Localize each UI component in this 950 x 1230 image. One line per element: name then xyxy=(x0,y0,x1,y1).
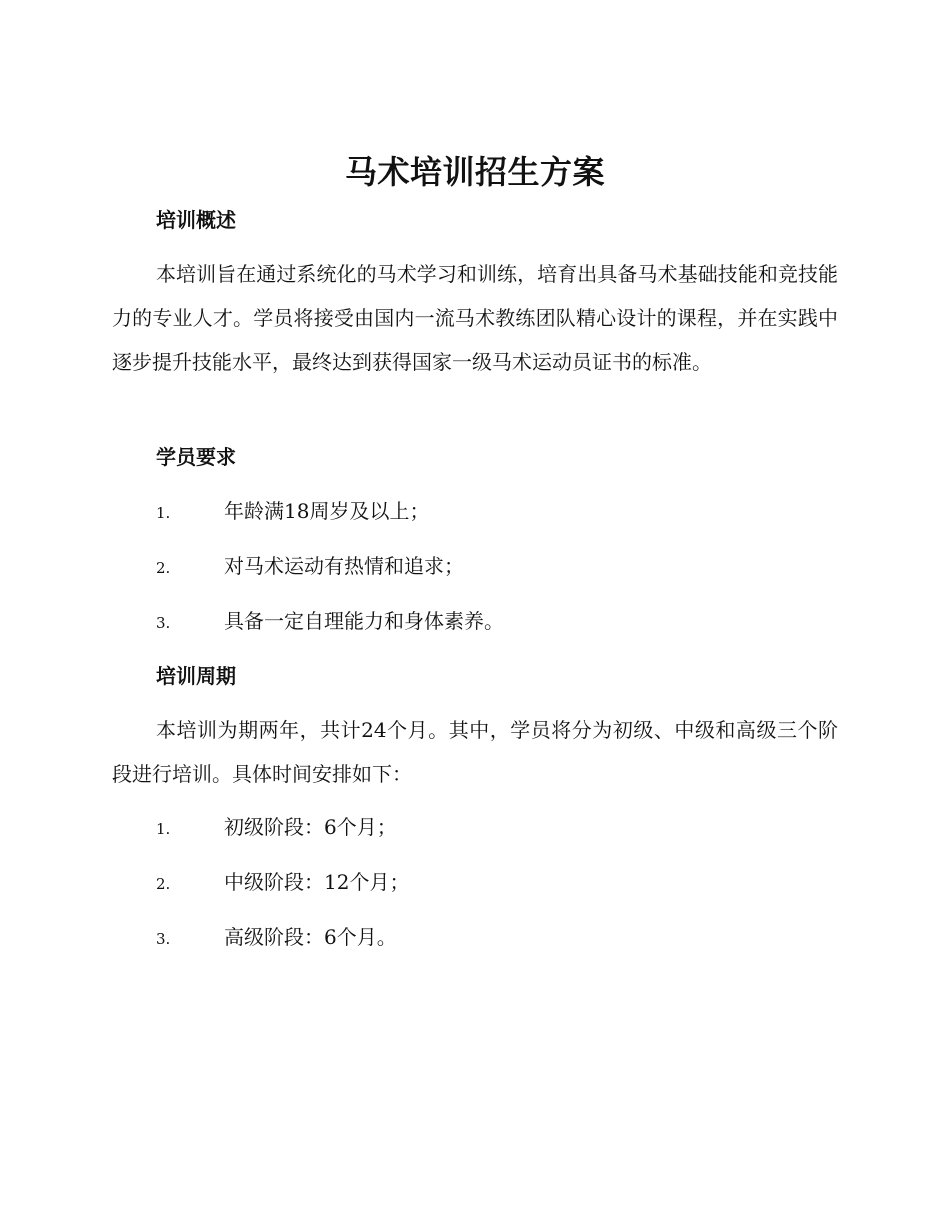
list-number: 3. xyxy=(156,930,171,948)
list-item xyxy=(156,868,409,898)
list-text: 初级阶段：6个月； xyxy=(224,815,397,839)
list-text: 高级阶段：6个月。 xyxy=(224,925,397,949)
list-text: 对马术运动有热情和追求； xyxy=(224,554,464,578)
list-number: 2. xyxy=(156,559,171,577)
list-text: 具备一定自理能力和身体素养。 xyxy=(224,609,504,633)
list-text: 中级阶段：12个月； xyxy=(224,870,410,894)
section-heading-duration: 培训周期 xyxy=(156,664,236,688)
page-title: 马术培训招生方案 xyxy=(344,153,605,191)
list-item xyxy=(156,607,504,637)
list-number: 1. xyxy=(156,820,171,838)
section-heading-requirements: 学员要求 xyxy=(156,445,236,469)
duration-paragraph: 本培训为期两年，共计24个月。其中，学员将分为初级、中级和高级三个阶段进行培训。具体时间安排如下： xyxy=(112,718,838,786)
list-item xyxy=(156,813,397,843)
list-number: 2. xyxy=(156,875,171,893)
list-text: 年龄满18周岁及以上； xyxy=(224,499,430,523)
list-item xyxy=(156,552,464,582)
section-heading-overview: 培训概述 xyxy=(156,208,236,232)
list-item xyxy=(156,923,397,953)
list-item xyxy=(156,497,429,527)
overview-paragraph: 本培训旨在通过系统化的马术学习和训练，培育出具备马术基础技能和竞技能力的专业人才。学员将接受由国内一流马术教练团队精心设计的课程，并在实践中逐步提升技能水平，最终达到获得国家一级马术运动员证书的标准。 xyxy=(112,262,838,374)
list-number: 3. xyxy=(156,614,171,632)
list-number: 1. xyxy=(156,504,171,522)
